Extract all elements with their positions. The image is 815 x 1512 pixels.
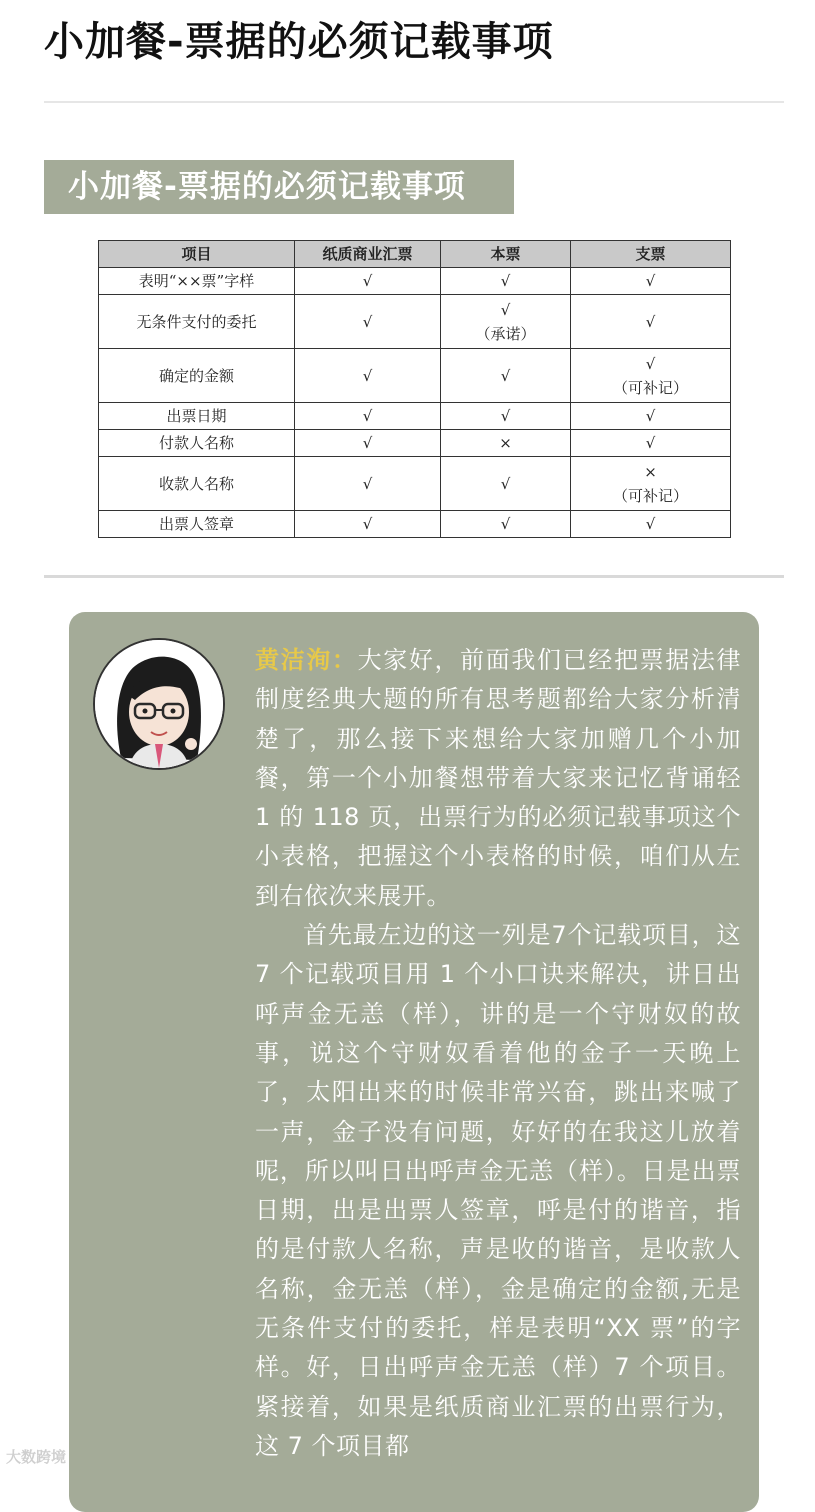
cell-mark: × (644, 462, 657, 481)
table-row (99, 511, 731, 538)
requirements-table (98, 240, 731, 538)
speaker-name: 黄洁洵： (255, 646, 358, 674)
row-item-label: 表明“××票”字样 (99, 268, 295, 295)
section-divider (44, 575, 784, 578)
teacher-avatar-icon (93, 638, 225, 770)
section-banner: 小加餐-票据的必须记载事项 (44, 160, 514, 214)
cell-commercial: √ (295, 349, 441, 403)
cell-promissory (441, 295, 571, 349)
watermark: 大数跨境 (6, 1448, 67, 1466)
cell-cheque: √ (571, 268, 731, 295)
cell-promissory: √ (441, 268, 571, 295)
table-header: 项目 (99, 241, 295, 268)
cell-commercial: √ (295, 268, 441, 295)
row-item-label: 付款人名称 (99, 430, 295, 457)
cell-cheque (571, 349, 731, 403)
table-header: 纸质商业汇票 (295, 241, 441, 268)
cell-promissory: √ (441, 457, 571, 511)
commentary-paragraph (255, 641, 741, 916)
cell-note: （可补记） (612, 486, 688, 505)
table-header: 支票 (571, 241, 731, 268)
cell-mark: √ (500, 300, 511, 319)
commentary-paragraph: 首先最左边的这一列是7个记载项目，这 7 个记载项目用 1 个小口诀来解决，讲日出呼声金无恙（样），讲的是一个守财奴的故事，说这个守财奴看着他的金子一天晚上了，太阳出来的时候非常兴奋，跳出来喊了一声，金子没有问题，好好的在我这儿放着呢，所以叫日出呼声金无恙（样）。日是出票日期，出是出票人签章，呼是付的谐音，指的是付款人名称，声是收的谐音，是收款人名称，金无恙（样），金是确定的金额,无是无条件支付的委托，样是表明“XX 票”的字样。好，日出呼声金无恙（样）7 个项目。紧接着，如果是纸质商业汇票的出票行为，这 7 个项目都 (255, 921, 741, 1460)
cell-note: （可补记） (612, 378, 688, 397)
cell-promissory: √ (441, 403, 571, 430)
table-header: 本票 (441, 241, 571, 268)
table-header-row (99, 241, 731, 268)
cell-mark: √ (645, 354, 656, 373)
table-row (99, 268, 731, 295)
cell-commercial: √ (295, 403, 441, 430)
cell-commercial: √ (295, 295, 441, 349)
page-title: 小加餐-票据的必须记载事项 (44, 19, 554, 65)
row-item-label: 确定的金额 (99, 349, 295, 403)
row-item-label: 无条件支付的委托 (99, 295, 295, 349)
table-row (99, 430, 731, 457)
cell-cheque: √ (571, 295, 731, 349)
row-item-label: 收款人名称 (99, 457, 295, 511)
row-item-label: 出票人签章 (99, 511, 295, 538)
cell-commercial: √ (295, 457, 441, 511)
table-row (99, 457, 731, 511)
cell-cheque (571, 457, 731, 511)
cell-cheque: √ (571, 403, 731, 430)
table-row (99, 403, 731, 430)
cell-commercial: √ (295, 430, 441, 457)
cell-promissory: × (441, 430, 571, 457)
cell-cheque: √ (571, 511, 731, 538)
paragraph-text: 大家好，前面我们已经把票据法律制度经典大题的所有思考题都给大家分析清楚了，那么接下来想给大家加赠几个小加餐，第一个小加餐想带着大家来记忆背诵轻 1 的 118 页，出票行为的必须记载事项这个小表格，把握这个小表格的时候，咱们从左到右依次来展开。 (255, 646, 742, 910)
row-item-label: 出票日期 (99, 403, 295, 430)
title-divider (44, 101, 784, 103)
cell-promissory: √ (441, 349, 571, 403)
table-row (99, 295, 731, 349)
commentary-text (255, 641, 741, 1466)
cell-promissory: √ (441, 511, 571, 538)
cell-commercial: √ (295, 511, 441, 538)
table-row (99, 349, 731, 403)
cell-cheque: √ (571, 430, 731, 457)
cell-note: （承诺） (475, 324, 536, 343)
